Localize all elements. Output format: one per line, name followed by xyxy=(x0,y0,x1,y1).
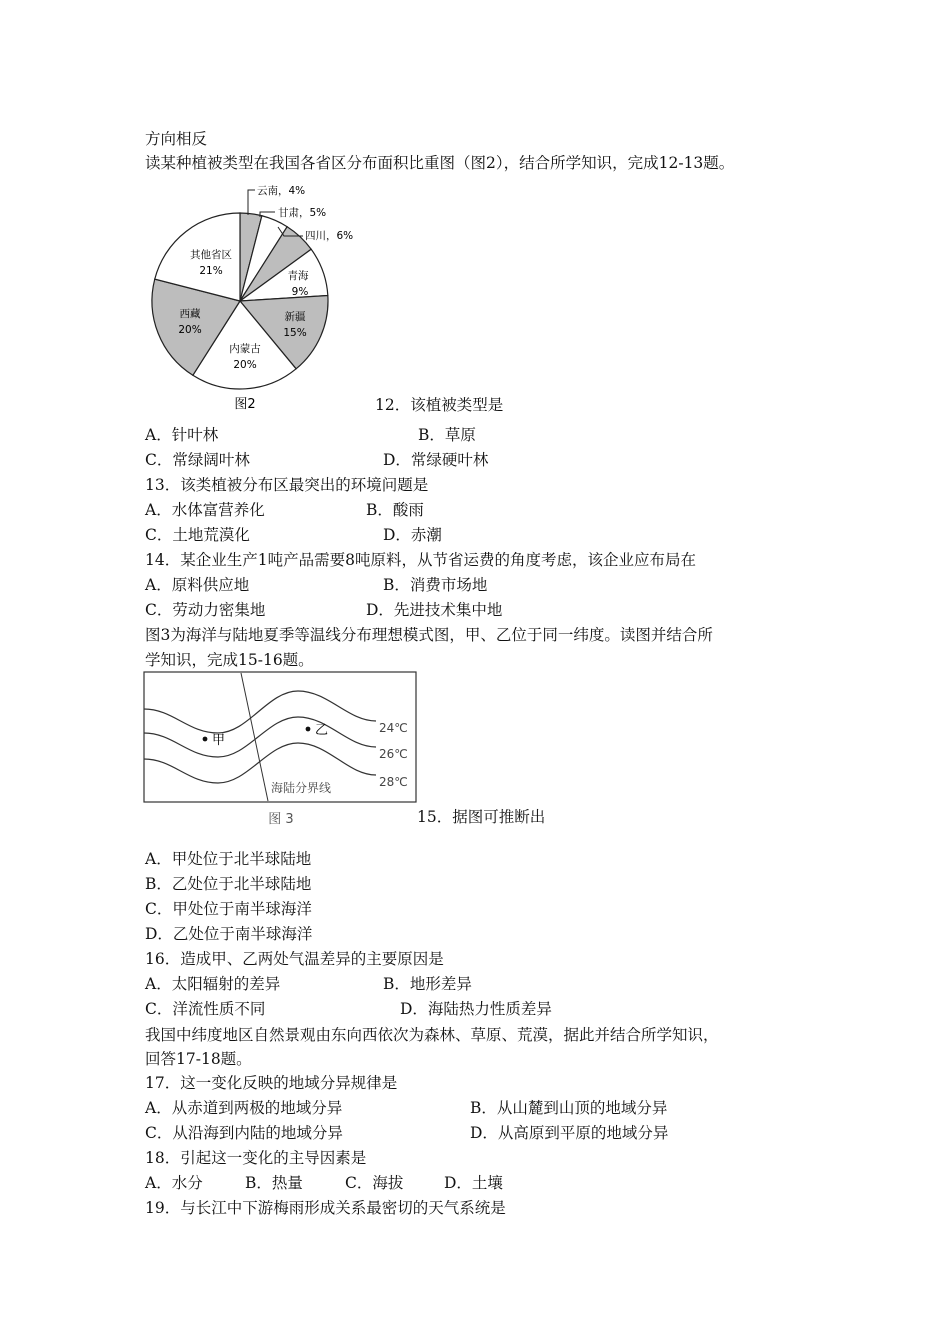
isotherm-label-28: 28℃ xyxy=(379,775,408,789)
figure-3-caption: 图 3 xyxy=(268,812,294,827)
q18-option-a: A．水分 xyxy=(145,1174,203,1192)
q17-option-c: C．从沿海到内陆的地域分异 xyxy=(145,1124,343,1142)
q15-stem: 15．据图可推断出 xyxy=(417,808,546,826)
q18-option-b: B．热量 xyxy=(245,1174,303,1192)
q14-option-a: A．原料供应地 xyxy=(145,576,250,594)
slice-label-neimenggu: 内蒙古 xyxy=(229,343,261,355)
intro-q15-16-line1: 图3为海洋与陆地夏季等温线分布理想模式图，甲、乙位于同一纬度。读图并结合所 xyxy=(145,626,713,644)
q17-option-a: A．从赤道到两极的地域分异 xyxy=(145,1099,343,1117)
intro-q17-18-line1: 我国中纬度地区自然景观由东向西依次为森林、草原、荒漠，据此并结合所学知识， xyxy=(145,1026,719,1044)
q14-option-b: B．消费市场地 xyxy=(383,576,488,594)
slice-value-other: 21% xyxy=(199,265,223,277)
line-direction-opposite: 方向相反 xyxy=(145,130,208,148)
point-yi-marker xyxy=(306,727,311,732)
slice-value-xinjiang: 15% xyxy=(283,327,307,339)
q16-option-b: B．地形差异 xyxy=(383,975,472,993)
intro-q12-13: 读某种植被类型在我国各省区分布面积比重图（图2），结合所学知识，完成12-13题。 xyxy=(145,154,735,172)
q12-option-b: B．草原 xyxy=(418,426,476,444)
callout-sichuan: 四川，6% xyxy=(305,230,354,242)
slice-value-xizang: 20% xyxy=(178,324,202,336)
intro-q15-16-line2: 学知识，完成15-16题。 xyxy=(145,651,314,669)
isotherm-label-24: 24℃ xyxy=(379,721,408,735)
q13-option-d: D．赤潮 xyxy=(383,526,442,544)
intro-q17-18-line2: 回答17-18题。 xyxy=(145,1050,252,1068)
slice-label-xinjiang: 新疆 xyxy=(284,311,306,323)
q16-stem: 16．造成甲、乙两处气温差异的主要原因是 xyxy=(145,950,444,968)
q15-option-a: A．甲处位于北半球陆地 xyxy=(145,850,312,868)
q18-option-c: C．海拔 xyxy=(345,1174,404,1192)
point-yi-label: 乙 xyxy=(315,723,329,738)
slice-label-other: 其他省区 xyxy=(190,249,232,261)
callout-gansu: 甘肃，5% xyxy=(278,207,327,219)
q13-option-c: C．土地荒漠化 xyxy=(145,526,250,544)
slice-value-qinghai: 9% xyxy=(291,286,309,298)
q14-option-c: C．劳动力密集地 xyxy=(145,601,266,619)
q13-option-b: B．酸雨 xyxy=(366,501,424,519)
q17-option-d: D．从高原到平原的地域分异 xyxy=(470,1124,669,1142)
q17-option-b: B．从山麓到山顶的地域分异 xyxy=(470,1099,668,1117)
pie-chart-svg xyxy=(145,180,375,415)
figure-3-isotherm-diagram xyxy=(143,671,419,831)
point-jia-marker xyxy=(203,737,208,742)
q13-option-a: A．水体富营养化 xyxy=(145,501,265,519)
callout-line-yunnan xyxy=(248,190,255,215)
q18-stem: 18．引起这一变化的主导因素是 xyxy=(145,1149,367,1167)
callout-yunnan: 云南，4% xyxy=(257,185,306,197)
q16-option-a: A．太阳辐射的差异 xyxy=(145,975,281,993)
q15-option-c: C．甲处位于南半球海洋 xyxy=(145,900,312,918)
q16-option-d: D．海陆热力性质差异 xyxy=(400,1000,552,1018)
q19-stem: 19．与长江中下游梅雨形成关系最密切的天气系统是 xyxy=(145,1199,506,1217)
q16-option-c: C．洋流性质不同 xyxy=(145,1000,266,1018)
q17-stem: 17．这一变化反映的地域分异规律是 xyxy=(145,1074,398,1092)
q13-stem: 13．该类植被分布区最突出的环境问题是 xyxy=(145,476,429,494)
q14-stem: 14．某企业生产1吨产品需要8吨原料，从节省运费的角度考虑，该企业应布局在 xyxy=(145,551,696,569)
slice-label-xizang: 西藏 xyxy=(179,308,201,320)
slice-value-neimenggu: 20% xyxy=(233,359,257,371)
q12-option-c: C．常绿阔叶林 xyxy=(145,451,250,469)
boundary-label: 海陆分界线 xyxy=(271,781,332,795)
isotherm-label-26: 26℃ xyxy=(379,747,408,761)
q15-option-d: D．乙处位于南半球海洋 xyxy=(145,925,313,943)
q14-option-d: D．先进技术集中地 xyxy=(366,601,503,619)
isotherm-svg xyxy=(143,671,419,831)
q12-option-d: D．常绿硬叶林 xyxy=(383,451,489,469)
figure-2-pie-chart xyxy=(145,180,375,415)
q15-option-b: B．乙处位于北半球陆地 xyxy=(145,875,312,893)
q12-option-a: A．针叶林 xyxy=(145,426,219,444)
figure-2-caption: 图2 xyxy=(234,397,256,412)
q12-stem: 12．该植被类型是 xyxy=(375,396,504,414)
slice-label-qinghai: 青海 xyxy=(287,270,309,282)
q18-option-d: D．土壤 xyxy=(444,1174,503,1192)
point-jia-label: 甲 xyxy=(212,733,226,748)
